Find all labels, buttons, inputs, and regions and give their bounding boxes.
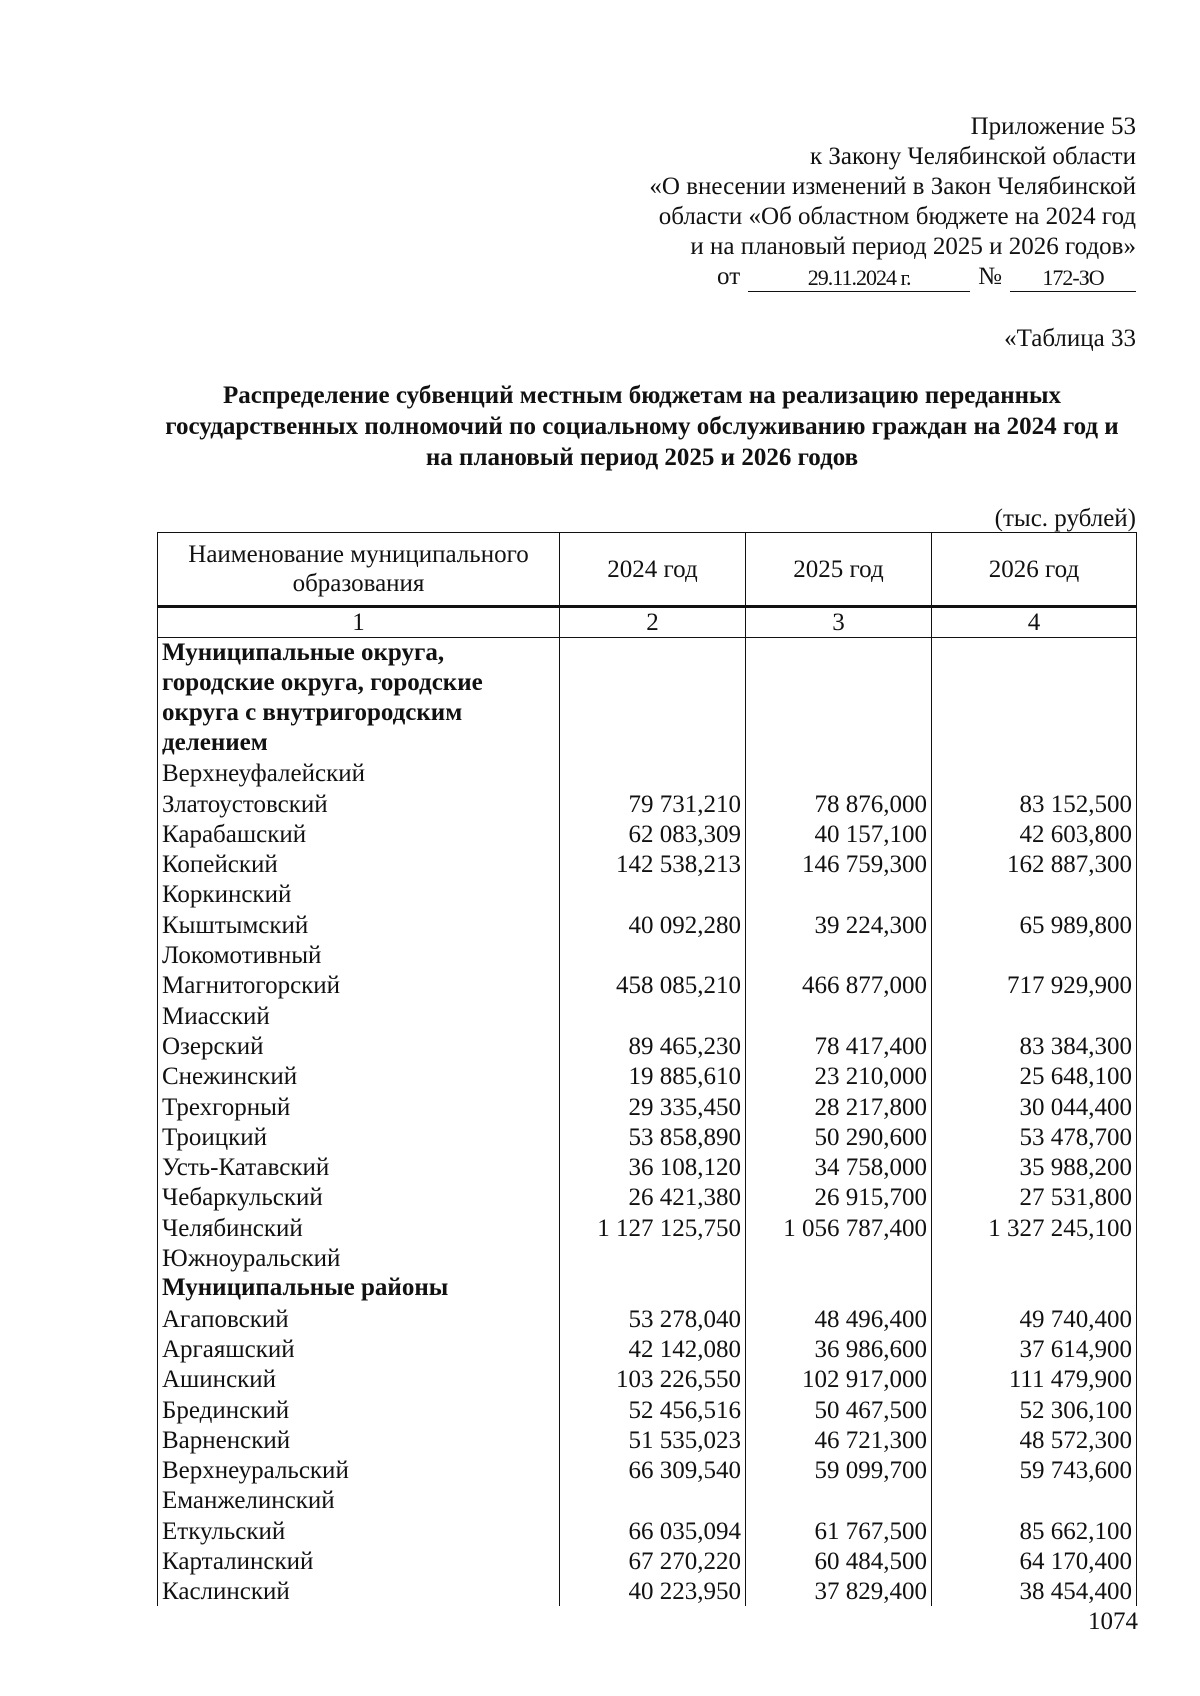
municipality-name: Брединский [158,1394,560,1424]
municipality-name: Верхнеуральский [158,1455,560,1485]
value-2026: 85 662,100 [932,1515,1137,1545]
document-title: Распределение субвенций местным бюджетам на реализацию переданных государственных полномочий по социальному обслуживанию граждан на 2024 год и на плановый период 2025 и 2026 годов [165,382,1119,471]
table-row [158,1031,1137,1061]
municipality-name: Карталинский [158,1546,560,1576]
column-header: 2026 год [932,533,1137,607]
municipality-name: Снежинский [158,1061,560,1091]
value-2026 [932,879,1137,909]
table-label: «Таблица 33 [1004,325,1136,352]
value-2026: 37 614,900 [932,1334,1137,1364]
municipality-name: Локомотивный [158,940,560,970]
value-2025: 34 758,000 [746,1152,932,1182]
value-2024: 458 085,210 [560,970,746,1000]
municipality-name: Верхнеуфалейский [158,758,560,788]
value-2026: 35 988,200 [932,1152,1137,1182]
value-2024: 52 456,516 [560,1394,746,1424]
value-2024 [560,1485,746,1515]
law-date: 29.11.2024 г. [748,265,970,292]
date-prefix: от [717,263,741,290]
value-2025: 28 217,800 [746,1091,932,1121]
value-2026 [932,638,1137,759]
value-2025 [746,758,932,788]
value-2024: 51 535,023 [560,1425,746,1455]
value-2026: 48 572,300 [932,1425,1137,1455]
municipality-name: Южноуральский [158,1243,560,1273]
table-header-row [158,533,1137,607]
value-2024: 89 465,230 [560,1031,746,1061]
table-row [158,1425,1137,1455]
municipality-name: Усть-Катавский [158,1152,560,1182]
value-2024: 36 108,120 [560,1152,746,1182]
column-number: 2 [560,607,746,638]
value-2026 [932,758,1137,788]
appendix-line: и на плановый период 2025 и 2026 годов» [690,233,1136,260]
value-2025: 26 915,700 [746,1182,932,1212]
municipality-name: Еткульский [158,1515,560,1545]
value-2025: 78 876,000 [746,788,932,818]
value-2024: 62 083,309 [560,819,746,849]
value-2024: 103 226,550 [560,1364,746,1394]
value-2024: 19 885,610 [560,1061,746,1091]
value-2025: 39 224,300 [746,909,932,939]
table-row [158,970,1137,1000]
municipality-name: Златоустовский [158,788,560,818]
value-2024 [560,940,746,970]
number-prefix: № [978,263,1002,290]
appendix-line: области «Об областном бюджете на 2024 год [658,203,1136,230]
table-row [158,1303,1137,1333]
value-2024: 67 270,220 [560,1546,746,1576]
column-number: 3 [746,607,932,638]
value-2026: 42 603,800 [932,819,1137,849]
value-2025 [746,638,932,759]
value-2025: 40 157,100 [746,819,932,849]
municipality-name: Трехгорный [158,1091,560,1121]
value-2026: 27 531,800 [932,1182,1137,1212]
column-number: 1 [158,607,560,638]
column-header: 2025 год [746,533,932,607]
municipality-name: Озерский [158,1031,560,1061]
value-2025: 48 496,400 [746,1303,932,1333]
value-2026: 38 454,400 [932,1576,1137,1606]
value-2025: 46 721,300 [746,1425,932,1455]
value-2024: 66 309,540 [560,1455,746,1485]
municipality-name: Еманжелинский [158,1485,560,1515]
table-row [158,1182,1137,1212]
value-2026: 1 327 245,100 [932,1212,1137,1242]
table-row [158,1394,1137,1424]
table-row [158,1212,1137,1242]
value-2024 [560,1243,746,1273]
municipality-name: Ашинский [158,1364,560,1394]
table-row [158,1122,1137,1152]
value-2025: 466 877,000 [746,970,932,1000]
municipality-name: Кыштымский [158,909,560,939]
value-2026: 52 306,100 [932,1394,1137,1424]
value-2026: 162 887,300 [932,849,1137,879]
value-2025: 36 986,600 [746,1334,932,1364]
value-2026 [932,1243,1137,1273]
section-row [158,1273,1137,1303]
page-number: 1074 [1088,1608,1138,1635]
units-note: (тыс. рублей) [994,505,1136,532]
value-2026: 83 152,500 [932,788,1137,818]
value-2025: 59 099,700 [746,1455,932,1485]
table-row [158,1000,1137,1030]
column-header: 2024 год [560,533,746,607]
table-body [158,638,1137,1607]
municipality-name: Магнитогорский [158,970,560,1000]
municipality-name: Аргаяшский [158,1334,560,1364]
value-2025 [746,940,932,970]
table-row [158,1334,1137,1364]
appendix-line: Приложение 53 [970,113,1136,140]
value-2025: 146 759,300 [746,849,932,879]
column-number: 4 [932,607,1137,638]
value-2024: 53 278,040 [560,1303,746,1333]
subvention-table [157,532,1137,1606]
value-2026 [932,1000,1137,1030]
value-2024: 66 035,094 [560,1515,746,1545]
table-row [158,909,1137,939]
table-row [158,1061,1137,1091]
value-2024 [560,1000,746,1030]
value-2026 [932,1273,1137,1303]
value-2025: 50 290,600 [746,1122,932,1152]
municipality-name: Миасский [158,1000,560,1030]
value-2024: 53 858,890 [560,1122,746,1152]
value-2024 [560,1273,746,1303]
table-row [158,1546,1137,1576]
municipality-name: Челябинский [158,1212,560,1242]
value-2025 [746,1000,932,1030]
table-row [158,1152,1137,1182]
value-2026: 49 740,400 [932,1303,1137,1333]
value-2025 [746,1243,932,1273]
value-2024 [560,758,746,788]
value-2025 [746,1485,932,1515]
value-2025: 37 829,400 [746,1576,932,1606]
value-2024: 29 335,450 [560,1091,746,1121]
municipality-name: Коркинский [158,879,560,909]
value-2026 [932,940,1137,970]
table-row [158,1364,1137,1394]
value-2025: 102 917,000 [746,1364,932,1394]
table-row [158,819,1137,849]
municipality-name: Копейский [158,849,560,879]
table-row [158,849,1137,879]
value-2024: 79 731,210 [560,788,746,818]
table-row [158,1515,1137,1545]
value-2024: 142 538,213 [560,849,746,879]
value-2024: 40 223,950 [560,1576,746,1606]
value-2025 [746,1273,932,1303]
value-2025: 23 210,000 [746,1061,932,1091]
value-2024: 40 092,280 [560,909,746,939]
value-2024: 42 142,080 [560,1334,746,1364]
value-2024: 26 421,380 [560,1182,746,1212]
value-2026: 25 648,100 [932,1061,1137,1091]
value-2024: 1 127 125,750 [560,1212,746,1242]
appendix-line: «О внесении изменений в Закон Челябинской [649,173,1136,200]
law-date-line [516,262,1136,292]
table-row [158,758,1137,788]
value-2026: 717 929,900 [932,970,1137,1000]
value-2026: 64 170,400 [932,1546,1137,1576]
table-row [158,1576,1137,1606]
table-row [158,1455,1137,1485]
table-row [158,1243,1137,1273]
value-2026: 53 478,700 [932,1122,1137,1152]
value-2025: 50 467,500 [746,1394,932,1424]
municipality-name: Карабашский [158,819,560,849]
value-2025: 60 484,500 [746,1546,932,1576]
value-2026: 111 479,900 [932,1364,1137,1394]
value-2025: 1 056 787,400 [746,1212,932,1242]
municipality-name: Муниципальные районы [158,1273,560,1303]
municipality-name: Каслинский [158,1576,560,1606]
column-number-row [158,607,1137,638]
value-2026 [932,1485,1137,1515]
section-row [158,638,1137,759]
value-2025: 61 767,500 [746,1515,932,1545]
value-2025: 78 417,400 [746,1031,932,1061]
table-row [158,1485,1137,1515]
table-row [158,788,1137,818]
table-row [158,1091,1137,1121]
value-2025 [746,879,932,909]
municipality-name: Чебаркульский [158,1182,560,1212]
municipality-name: Троицкий [158,1122,560,1152]
municipality-name: Варненский [158,1425,560,1455]
appendix-line: к Закону Челябинской области [810,143,1136,170]
value-2026: 83 384,300 [932,1031,1137,1061]
municipality-name: Муниципальные округа, городские округа, городские округа с внутригородским делением [158,638,560,759]
table-row [158,940,1137,970]
value-2024 [560,638,746,759]
value-2026: 30 044,400 [932,1091,1137,1121]
municipality-name: Агаповский [158,1303,560,1333]
value-2026: 59 743,600 [932,1455,1137,1485]
column-header: Наименование муниципального образования [158,533,560,607]
value-2026: 65 989,800 [932,909,1137,939]
law-number: 172-ЗО [1010,265,1136,292]
value-2024 [560,879,746,909]
appendix-block [516,112,1136,292]
table-row [158,879,1137,909]
